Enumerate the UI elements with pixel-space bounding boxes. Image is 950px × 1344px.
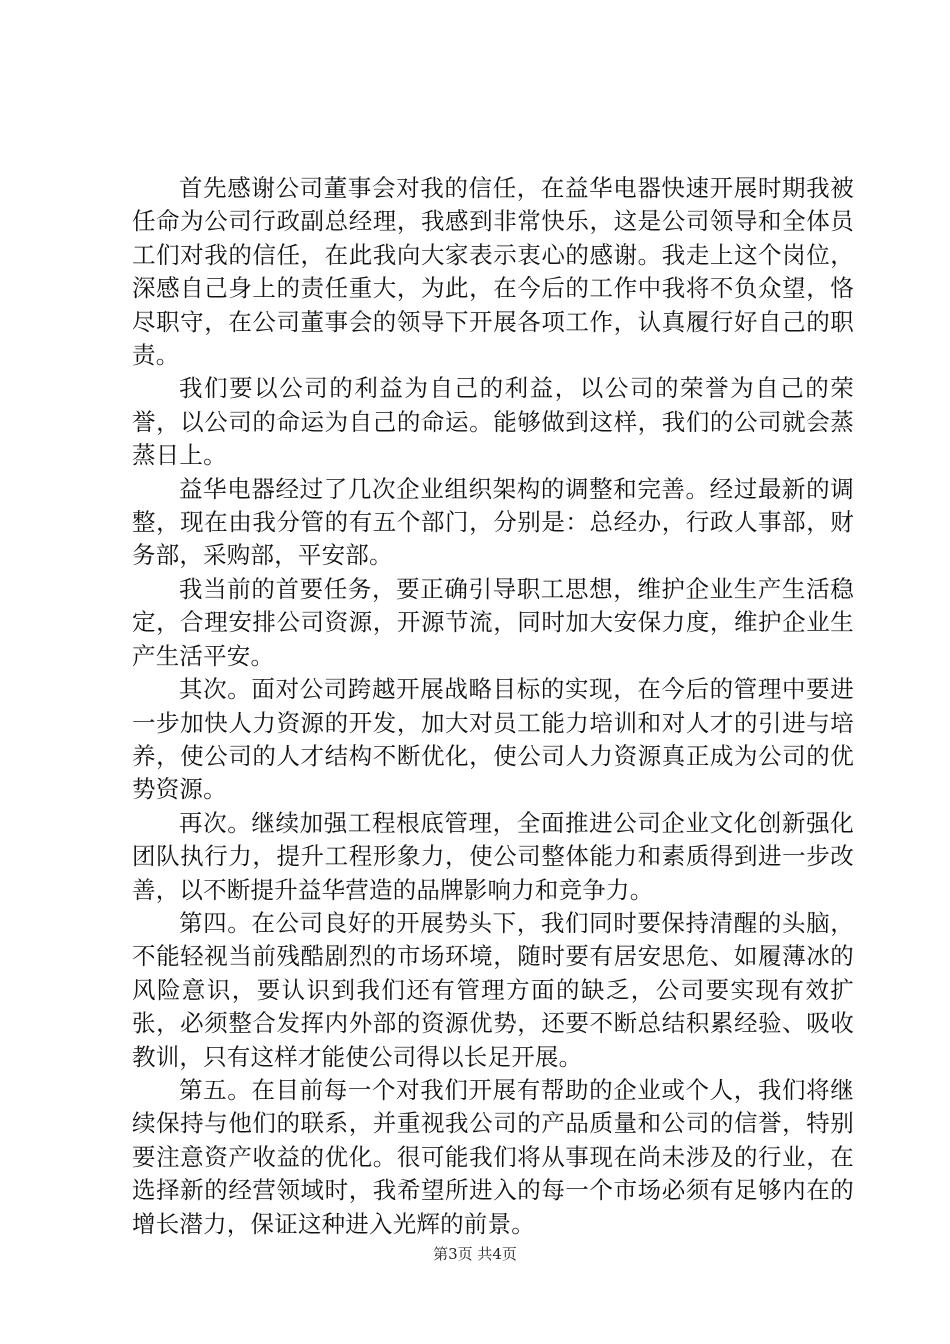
paragraph-5: 其次。面对公司跨越开展战略目标的实现，在今后的管理中要进一步加快人力资源的开发，加大对员工能力培训和对人才的引进与培养，使公司的人才结构不断优化，使公司人力资源真正成为公司的优势资源。 — [132, 675, 854, 804]
paragraph-2: 我们要以公司的利益为自己的利益，以公司的荣誉为自己的荣誉，以公司的命运为自己的命运。能够做到这样，我们的公司就会蒸蒸日上。 — [132, 374, 854, 470]
paragraph-7: 第四。在公司良好的开展势头下，我们同时要保持清醒的头脑，不能轻视当前残酷剧烈的市场环境，随时要有居安思危、如履薄冰的风险意识，要认识到我们还有管理方面的缺乏，公司要实现有效扩张，必须整合发挥内外部的资源优势，还要不断总结积累经验、吸收教训，只有这样才能使公司得以长足开展。 — [132, 908, 854, 1071]
document-body — [132, 172, 854, 1241]
paragraph-8: 第五。在目前每一个对我们开展有帮助的企业或个人，我们将继续保持与他们的联系，并重视我公司的产品质量和公司的信誉，特别要注意资产收益的优化。很可能我们将从事现在尚未涉及的行业，在选择新的经营领域时，我希望所进入的每一个市场必须有足够内在的增长潜力，保证这种进入光辉的前景。 — [132, 1075, 854, 1238]
paragraph-6: 再次。继续加强工程根底管理，全面推进公司企业文化创新强化团队执行力，提升工程形象力，使公司整体能力和素质得到进一步改善，以不断提升益华营造的品牌影响力和竞争力。 — [132, 808, 854, 904]
paragraph-4: 我当前的首要任务，要正确引导职工思想，维护企业生产生活稳定，合理安排公司资源，开源节流，同时加大安保力度，维护企业生产生活平安。 — [132, 574, 854, 670]
paragraph-1: 首先感谢公司董事会对我的信任，在益华电器快速开展时期我被任命为公司行政副总经理，我感到非常快乐，这是公司领导和全体员工们对我的信任，在此我向大家表示衷心的感谢。我走上这个岗位，深感自己身上的责任重大，为此，在今后的工作中我将不负众望，恪尽职守，在公司董事会的领导下开展各项工作，认真履行好自己的职责。 — [132, 174, 854, 370]
paragraph-3: 益华电器经过了几次企业组织架构的调整和完善。经过最新的调整，现在由我分管的有五个部门，分别是：总经办，行政人事部，财务部，采购部，平安部。 — [132, 474, 854, 570]
page-number-footer: 第3页 共4页 — [433, 1245, 517, 1263]
